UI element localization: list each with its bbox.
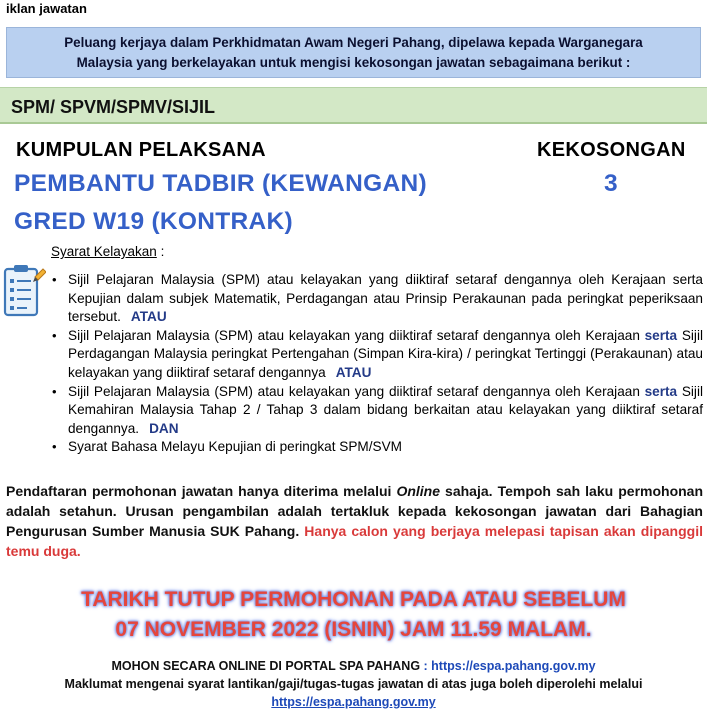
requirement-item-3 [51,383,703,439]
requirement-text: Sijil Pelajaran Malaysia (SPM) atau kelayakan yang diiktiraf setaraf dengannya oleh Kerajaan serta Kepujian dalam subjek Matematik, Perdagangan atau Prinsip Perakaunan pada peringkat peperiksaan tersebut. [68,272,703,325]
requirement-item-1 [51,271,703,327]
requirement-text: Sijil Pelajaran Malaysia (SPM) atau kelayakan yang diiktiraf setaraf dengannya oleh Kerajaan [68,383,645,399]
category-label: SPM/ SPVM/SPMV/SIJIL [11,97,216,117]
position-grade: GRED W19 (KONTRAK) [14,208,293,235]
info-portal-link[interactable]: https://espa.pahang.gov.my [271,695,436,709]
intro-line-1: Peluang kerjaya dalam Perkhidmatan Awam Negeri Pahang, dipelawa kepada Warganegara [64,35,643,50]
requirements-list [51,271,703,457]
category-bar [0,87,707,124]
vacancy-count: 3 [604,170,618,197]
requirements-heading-text: Syarat Kelayakan [51,244,157,259]
requirement-text: Sijil Pelajaran Malaysia (SPM) atau kelayakan yang diiktiraf setaraf dengannya oleh Kerajaan [68,327,645,343]
closing-date-banner [0,585,707,645]
portal-link[interactable]: https://espa.pahang.gov.my [431,659,596,673]
interview-warning: Hanya calon yang berjaya melepasi tapisan akan dipanggil temu duga. [6,523,703,559]
requirements-heading [51,244,164,259]
requirement-item-2 [51,327,703,383]
apply-separator: : [420,659,432,673]
requirement-text-after: Sijil Perdagangan Malaysia peringkat Pertengahan (Simpan Kira-kira) / peringkat Tertinggi (Perakaunan) atau kelayakan yang diiktiraf setaraf dengannya [68,327,703,380]
requirement-item-4 [51,438,703,457]
intro-line-2: Malaysia yang berkelayakan untuk mengisi kekosongan jawatan sebagaimana berikut : [76,55,631,70]
requirement-text-after: Sijil Kemahiran Malaysia Tahap 2 / Tahap 3 dalam bidang berkaitan atau kelayakan yang diiktiraf setaraf dengannya. [68,383,703,436]
application-text-1: Pendaftaran permohonan jawatan hanya diterima melalui [6,483,397,499]
requirement-conjunction: ATAU [335,364,372,380]
requirement-text: Syarat Bahasa Melayu Kepujian di peringkat SPM/SVM [68,439,402,455]
apply-online-text: MOHON SECARA ONLINE DI PORTAL SPA PAHANG [111,659,421,673]
clipboard-checklist-icon [2,263,46,319]
requirement-keyword: serta [644,327,678,343]
vacancy-label: KEKOSONGAN [537,139,686,161]
requirement-conjunction: ATAU [130,309,167,325]
more-info-text: Maklumat mengenai syarat lantikan/gaji/tugas-tugas jawatan di atas juga boleh diperolehi melalui [64,677,643,691]
position-title: PEMBANTU TADBIR (KEWANGAN) [14,170,427,197]
closing-date-line-1: TARIKH TUTUP PERMOHONAN PADA ATAU SEBELUM [81,588,626,611]
service-group: KUMPULAN PELAKSANA [16,139,266,161]
requirement-conjunction: DAN [149,420,179,436]
application-notice [6,481,703,561]
requirements-heading-suffix: : [156,244,165,259]
footer-note [0,657,707,711]
application-text-2: sahaja. Tempoh sah laku permohonan adalah setahun. Urusan pengambilan adalah tertakluk kepada kekosongan jawatan dari Bahagian Pengurusan Sumber Manusia SUK Pahang. [6,483,704,539]
closing-date-line-2: 07 NOVEMBER 2022 (ISNIN) JAM 11.59 MALAM. [115,618,592,641]
intro-banner [6,27,701,78]
requirement-keyword: serta [644,383,678,399]
online-emphasis: Online [396,483,441,499]
apply-online-line [0,657,707,675]
document-tag: iklan jawatan [6,1,87,16]
